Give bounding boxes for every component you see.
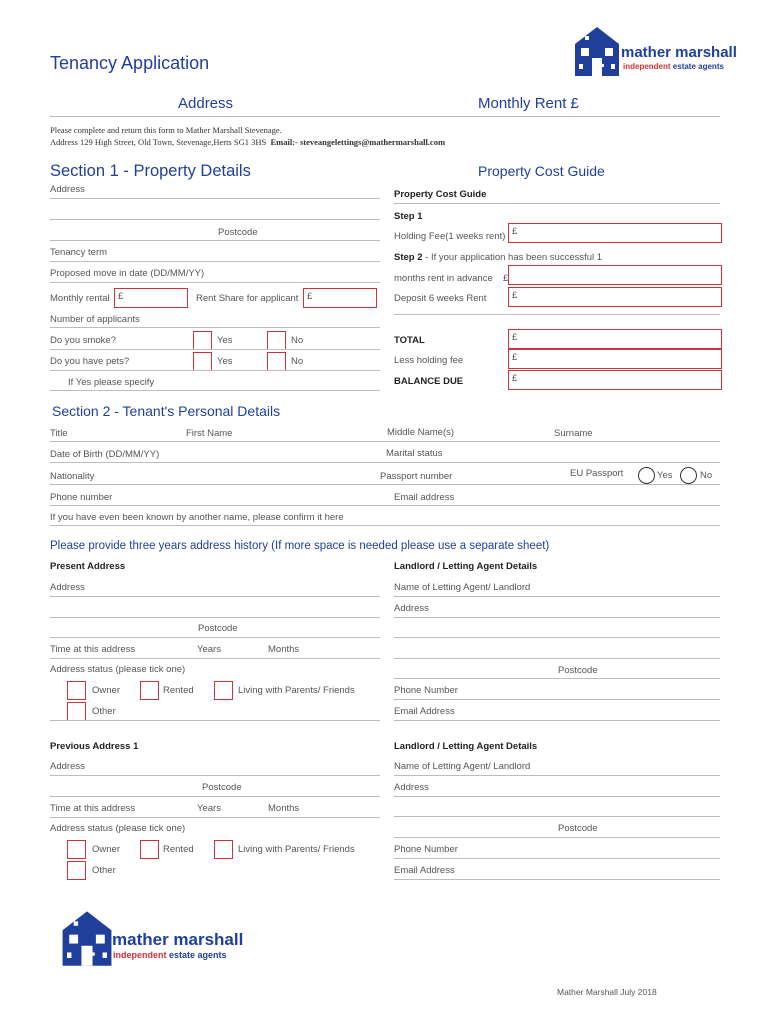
smoke-no-checkbox[interactable] xyxy=(267,331,286,350)
present-other-checkbox[interactable] xyxy=(67,702,86,721)
previous-landlord-email-line[interactable] xyxy=(394,879,720,880)
less-holding-input[interactable] xyxy=(508,349,722,369)
deposit-prefix: £ xyxy=(512,290,518,301)
smoke-yes-label: Yes xyxy=(217,335,233,346)
brand-tag-red: independent xyxy=(623,62,671,71)
previous-parents-checkbox[interactable] xyxy=(214,840,233,859)
present-landlord-email-label: Email Address xyxy=(394,706,455,717)
previous-time-label: Time at this address xyxy=(50,803,136,814)
holding-fee-prefix: £ xyxy=(512,226,518,237)
present-owner-label: Owner xyxy=(92,685,120,696)
step2-bold: Step 2 xyxy=(394,252,423,263)
nationality-label: Nationality xyxy=(50,471,95,482)
footer-house-logo-icon xyxy=(58,908,116,968)
other-name-line[interactable] xyxy=(50,525,720,526)
previous-landlord-phone-label: Phone Number xyxy=(394,844,458,855)
monthly-rental-prefix: £ xyxy=(118,291,124,302)
history-title: Please provide three years address history (If more space is needed please use a separate sheet) xyxy=(50,540,550,552)
tenancy-term-line[interactable] xyxy=(50,261,380,262)
previous-other-checkbox[interactable] xyxy=(67,861,86,880)
previous-owner-label: Owner xyxy=(92,844,120,855)
previous-time-line[interactable] xyxy=(50,817,380,818)
balance-due-label: BALANCE DUE xyxy=(394,376,464,387)
holding-fee-label: Holding Fee(1 weeks rent) xyxy=(394,231,506,242)
brand-tag-blue: estate agents xyxy=(672,62,724,71)
dob-line[interactable] xyxy=(50,462,720,463)
pets-yes-label: Yes xyxy=(217,356,233,367)
first-name-label: First Name xyxy=(186,428,233,439)
cost-guide-title: Property Cost Guide xyxy=(478,163,605,179)
previous-landlord-name-label: Name of Letting Agent/ Landlord xyxy=(394,761,531,772)
eu-passport-label: EU Passport xyxy=(570,468,624,479)
eu-passport-no-radio[interactable] xyxy=(680,467,697,484)
pets-no-label: No xyxy=(291,356,304,367)
rent-label: Monthly Rent £ xyxy=(478,95,579,112)
previous-landlord-postcode-line[interactable] xyxy=(394,837,720,838)
rent-share-input[interactable] xyxy=(303,288,377,308)
s1-postcode-line[interactable] xyxy=(50,240,380,241)
months-rent-label: months rent in advance xyxy=(394,273,493,284)
previous-address-line-1[interactable] xyxy=(50,775,380,776)
s1-address-label: Address xyxy=(50,184,85,195)
cost-guide-rule-2 xyxy=(394,314,720,315)
previous-landlord-address-line-2[interactable] xyxy=(394,816,720,817)
present-landlord-phone-line[interactable] xyxy=(394,699,720,700)
other-name-label: If you have even been known by another name, please confirm it here xyxy=(50,512,344,523)
previous-rented-label: Rented xyxy=(163,844,194,855)
footer-brand-tagline xyxy=(113,950,227,960)
monthly-rental-input[interactable] xyxy=(114,288,188,308)
present-parents-label: Living with Parents/ Friends xyxy=(238,685,355,696)
footer-logo xyxy=(58,908,248,970)
present-address-heading: Present Address xyxy=(50,561,126,572)
months-rent-prefix: £ xyxy=(503,273,509,284)
previous-rented-checkbox[interactable] xyxy=(140,840,159,859)
move-in-line[interactable] xyxy=(50,282,380,283)
house-logo-icon xyxy=(571,24,623,78)
previous-landlord-postcode-label: Postcode xyxy=(558,823,598,834)
name-line[interactable] xyxy=(50,441,720,442)
total-label: TOTAL xyxy=(394,335,425,346)
present-landlord-address-line-1[interactable] xyxy=(394,617,720,618)
brand-logo xyxy=(571,24,741,80)
s1-address-line-1[interactable] xyxy=(50,198,380,199)
move-in-label: Proposed move in date (DD/MM/YY) xyxy=(50,268,205,279)
email-label: Email address xyxy=(394,492,455,503)
dob-label: Date of Birth (DD/MM/YY) xyxy=(50,449,160,460)
pets-yes-checkbox[interactable] xyxy=(193,352,212,371)
address-label: Address xyxy=(178,95,234,112)
balance-due-input[interactable] xyxy=(508,370,722,390)
middle-names-label: Middle Name(s) xyxy=(387,427,455,438)
step2-label xyxy=(394,252,602,263)
present-landlord-address-line-2[interactable] xyxy=(394,637,720,638)
section1-title: Section 1 - Property Details xyxy=(50,162,251,180)
s1-address-line-2[interactable] xyxy=(50,219,380,220)
present-address-label: Address xyxy=(50,582,85,593)
present-landlord-postcode-label: Postcode xyxy=(558,665,598,676)
num-applicants-label: Number of applicants xyxy=(50,314,140,325)
phone-label: Phone number xyxy=(50,492,113,503)
footer-text: Mather Marshall July 2018 xyxy=(557,987,657,997)
specify-line[interactable] xyxy=(50,390,380,391)
footer-brand-tag-blue: estate agents xyxy=(169,950,227,960)
previous-postcode-line[interactable] xyxy=(50,796,380,797)
nationality-line[interactable] xyxy=(50,484,720,485)
smoke-label: Do you smoke? xyxy=(50,335,117,346)
pets-no-checkbox[interactable] xyxy=(267,352,286,371)
previous-landlord-address-line-1[interactable] xyxy=(394,796,720,797)
footer-brand-name: mather marshall xyxy=(112,930,244,949)
present-landlord-heading: Landlord / Letting Agent Details xyxy=(394,561,538,572)
present-rented-checkbox[interactable] xyxy=(140,681,159,700)
deposit-label: Deposit 6 weeks Rent xyxy=(394,293,487,304)
smoke-no-label: No xyxy=(291,335,304,346)
present-landlord-postcode-line[interactable] xyxy=(394,678,720,679)
present-address-line-2[interactable] xyxy=(50,617,380,618)
previous-years-label: Years xyxy=(197,803,221,814)
present-landlord-phone-label: Phone Number xyxy=(394,685,458,696)
page-title: Tenancy Application xyxy=(50,53,210,73)
s1-postcode-label: Postcode xyxy=(218,227,258,238)
step1-label: Step 1 xyxy=(394,211,423,222)
pets-label: Do you have pets? xyxy=(50,356,130,367)
rent-share-label: Rent Share for applicant xyxy=(196,293,299,304)
previous-status-label: Address status (please tick one) xyxy=(50,823,186,834)
balance-due-prefix: £ xyxy=(512,373,518,384)
cost-guide-subtitle: Property Cost Guide xyxy=(394,189,487,200)
present-years-label: Years xyxy=(197,644,221,655)
less-holding-prefix: £ xyxy=(512,352,518,363)
intro-email: Email:- steveangelettings@mathermarshall.com xyxy=(270,137,446,147)
present-status-label: Address status (please tick one) xyxy=(50,664,186,675)
less-holding-label: Less holding fee xyxy=(394,355,464,366)
previous-landlord-name-line[interactable] xyxy=(394,775,720,776)
total-input[interactable] xyxy=(508,329,722,349)
present-parents-checkbox[interactable] xyxy=(214,681,233,700)
cost-guide-rule-1 xyxy=(394,203,720,204)
brand-name: mather marshall xyxy=(621,44,737,61)
previous-postcode-label: Postcode xyxy=(202,782,242,793)
holding-fee-input[interactable] xyxy=(508,223,722,243)
deposit-input[interactable] xyxy=(508,287,722,307)
monthly-rental-label: Monthly rental xyxy=(50,293,110,304)
present-landlord-address-label: Address xyxy=(394,603,429,614)
smoke-yes-checkbox[interactable] xyxy=(193,331,212,350)
present-landlord-address-line-3[interactable] xyxy=(394,658,720,659)
marital-label: Marital status xyxy=(386,448,443,459)
present-other-label: Other xyxy=(92,706,116,717)
eu-passport-no-label: No xyxy=(700,470,713,481)
present-time-line[interactable] xyxy=(50,658,380,659)
num-applicants-line[interactable] xyxy=(50,327,380,328)
present-rented-label: Rented xyxy=(163,685,194,696)
surname-label: Surname xyxy=(554,428,593,439)
title-field-label: Title xyxy=(50,428,68,439)
footer-brand-tag-red: independent xyxy=(113,950,167,960)
present-owner-checkbox[interactable] xyxy=(67,681,86,700)
months-rent-input[interactable] xyxy=(508,265,722,285)
previous-landlord-heading: Landlord / Letting Agent Details xyxy=(394,741,538,752)
previous-owner-checkbox[interactable] xyxy=(67,840,86,859)
present-postcode-label: Postcode xyxy=(198,623,238,634)
previous-landlord-address-label: Address xyxy=(394,782,429,793)
section2-title: Section 2 - Tenant's Personal Details xyxy=(52,403,281,419)
brand-tagline xyxy=(623,62,724,71)
present-address-line-1[interactable] xyxy=(50,596,380,597)
present-landlord-name-label: Name of Letting Agent/ Landlord xyxy=(394,582,531,593)
intro-line-2 xyxy=(50,137,445,147)
present-postcode-line[interactable] xyxy=(50,637,380,638)
step2-text: - If your application has been successful 1 xyxy=(425,252,603,263)
present-time-label: Time at this address xyxy=(50,644,136,655)
specify-label: If Yes please specify xyxy=(68,377,155,388)
previous-months-label: Months xyxy=(268,803,300,814)
smoke-line xyxy=(50,349,380,350)
previous-address-label: Address xyxy=(50,761,85,772)
present-other-line[interactable] xyxy=(50,720,380,721)
rent-share-prefix: £ xyxy=(307,291,313,302)
pets-line xyxy=(50,370,380,371)
eu-passport-yes-label: Yes xyxy=(657,470,673,481)
present-landlord-email-line[interactable] xyxy=(394,720,720,721)
intro-line-1: Please complete and return this form to Mather Marshall Stevenage. xyxy=(50,125,282,135)
eu-passport-yes-radio[interactable] xyxy=(638,467,655,484)
header-rule xyxy=(50,116,720,117)
intro-address: Address 129 High Street, Old Town, Stevenage,Herts SG1 3HS xyxy=(50,137,267,147)
previous-other-label: Other xyxy=(92,865,116,876)
previous-parents-label: Living with Parents/ Friends xyxy=(238,844,355,855)
total-prefix: £ xyxy=(512,332,518,343)
phone-line[interactable] xyxy=(50,505,720,506)
tenancy-term-label: Tenancy term xyxy=(50,247,108,258)
previous-address-heading: Previous Address 1 xyxy=(50,741,139,752)
present-landlord-name-line[interactable] xyxy=(394,596,720,597)
previous-landlord-phone-line[interactable] xyxy=(394,858,720,859)
present-months-label: Months xyxy=(268,644,300,655)
previous-landlord-email-label: Email Address xyxy=(394,865,455,876)
passport-label: Passport number xyxy=(380,471,453,482)
